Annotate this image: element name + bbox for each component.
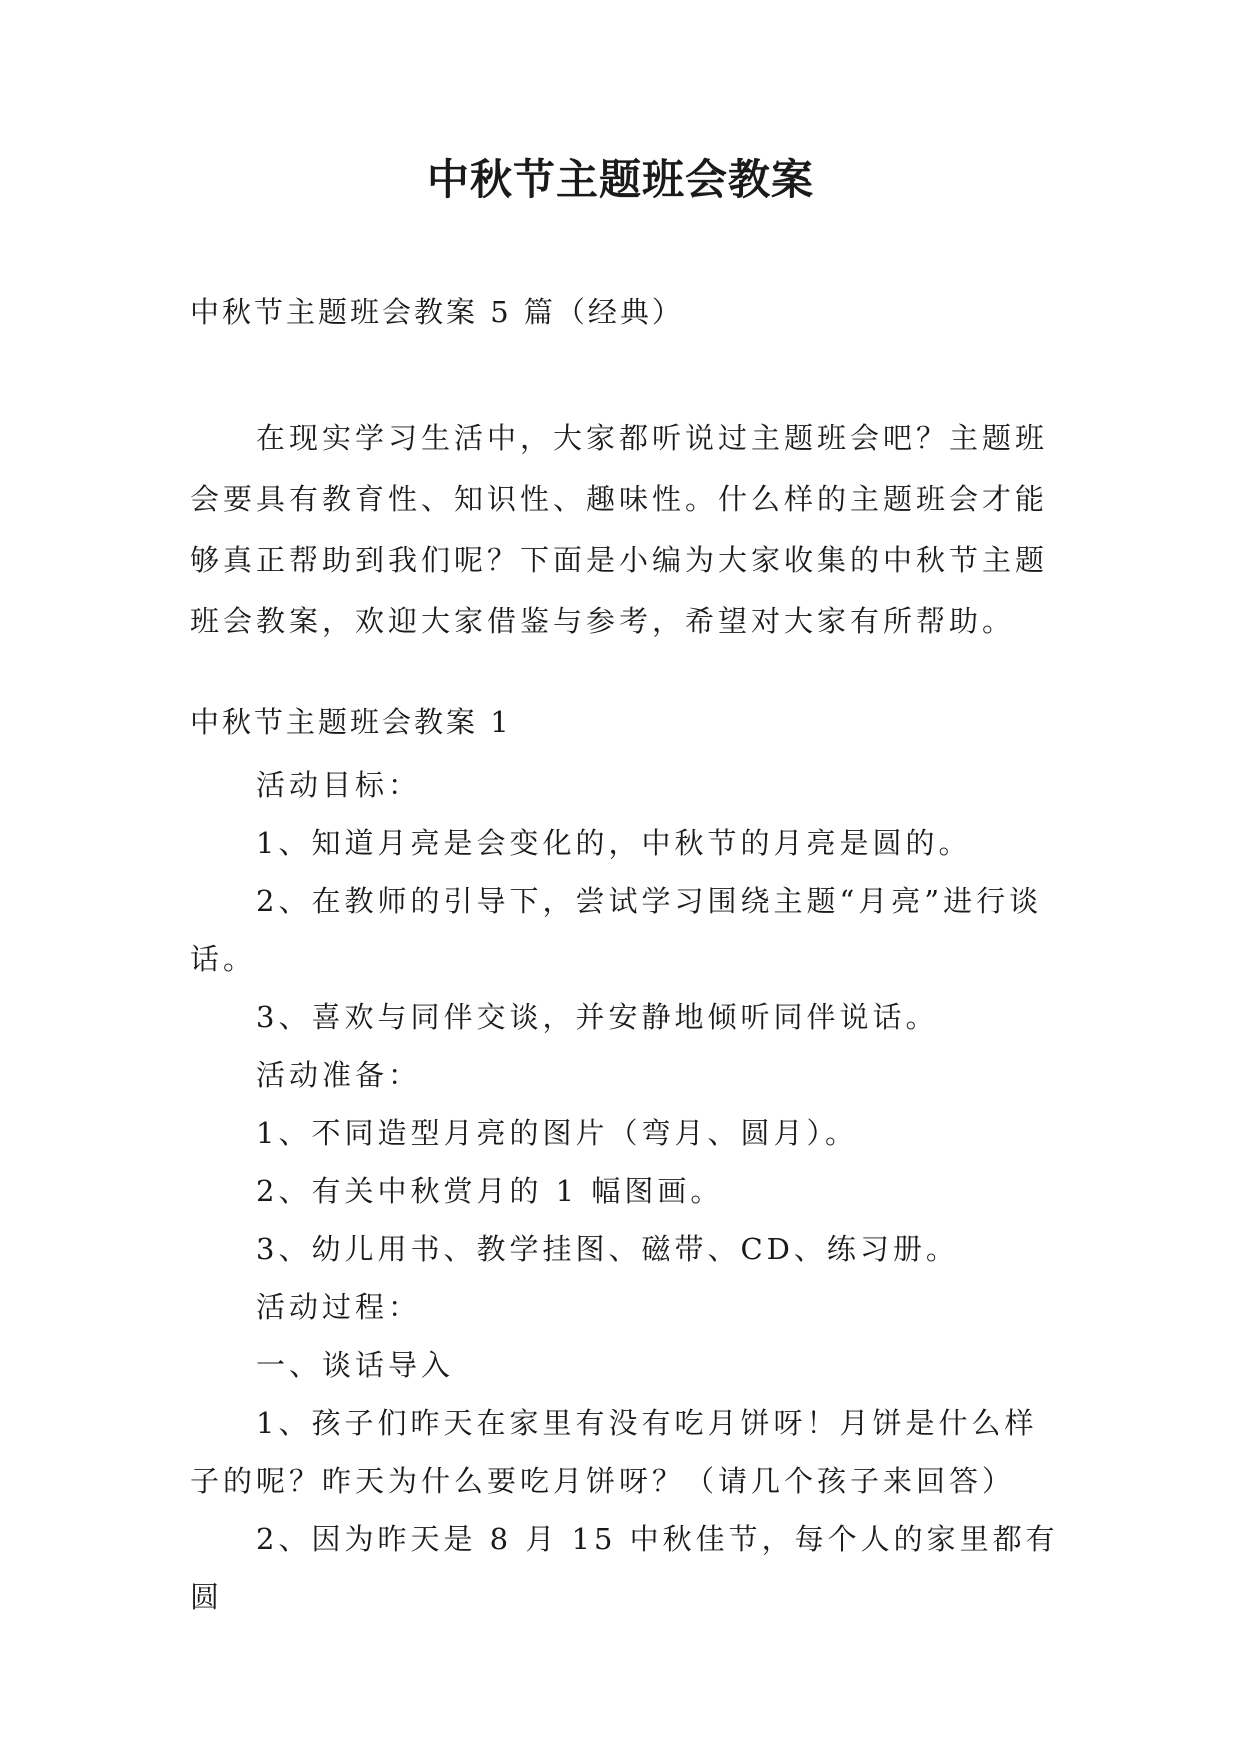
paragraph: 活动准备： (256, 1058, 422, 1092)
intro-paragraph: 在现实学习生活中，大家都听说过主题班会吧？主题班会要具有教育性、知识性、趣味性。什么样的主题班会才能够真正帮助到我们呢？下面是小编为大家收集的中秋节主题班会教案，欢迎大家借鉴与参考，希望对大家有所帮助。 (190, 421, 1049, 638)
paragraph: 2、因为昨天是 8 月 15 中秋佳节，每个人的家里都有圆 (190, 1522, 1059, 1614)
paragraph: 活动目标： (256, 768, 422, 802)
document-subtitle: 中秋节主题班会教案 5 篇（经典） (190, 295, 684, 329)
paragraph: 活动过程： (256, 1290, 422, 1324)
paragraph: 1、知道月亮是会变化的，中秋节的月亮是圆的。 (256, 826, 972, 860)
paragraph: 一、谈话导入 (256, 1348, 455, 1382)
document-title: 中秋节主题班会教案 (426, 155, 814, 204)
paragraph: 1、不同造型月亮的图片（弯月、圆月）。 (256, 1116, 858, 1150)
section-heading: 中秋节主题班会教案 1 (190, 705, 512, 739)
paragraph: 2、有关中秋赏月的 1 幅图画。 (256, 1174, 724, 1208)
paragraph: 3、幼儿用书、教学挂图、磁带、CD、练习册。 (256, 1232, 959, 1266)
section-body (190, 756, 1060, 1626)
paragraph: 2、在教师的引导下，尝试学习围绕主题“月亮”进行谈话。 (190, 884, 1043, 976)
paragraph: 3、喜欢与同伴交谈，并安静地倾听同伴说话。 (256, 1000, 939, 1034)
paragraph: 1、孩子们昨天在家里有没有吃月饼呀！月饼是什么样子的呢？昨天为什么要吃月饼呀？（请几个孩子来回答） (190, 1406, 1038, 1498)
